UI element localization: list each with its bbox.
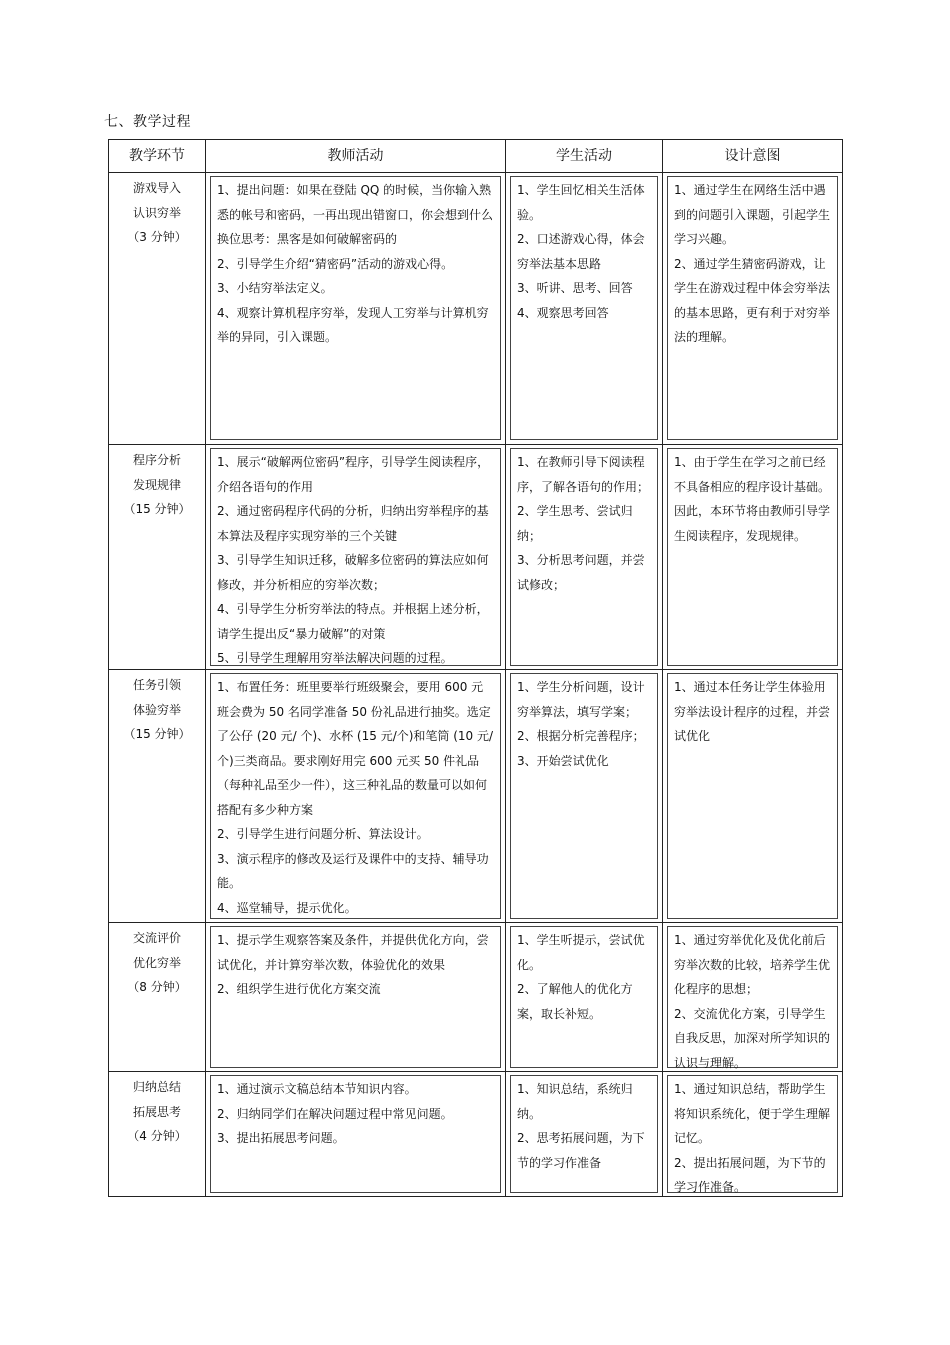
stage-cell: 游戏导入 认识穷举 （3 分钟）	[109, 173, 206, 445]
student-activity-cell: 1、学生分析问题，设计穷举算法，填写学案； 2、根据分析完善程序； 3、开始尝试优化	[506, 670, 663, 923]
teaching-process-table	[108, 139, 843, 1197]
teacher-activity-cell: 1、展示“破解两位密码”程序，引导学生阅读程序，介绍各语句的作用 2、通过密码程序代码的分析，归纳出穷举程序的基本算法及程序实现穷举的三个关键 3、引导学生知识迁移，破解多位密码的算法应如何修改，并分析相应的穷举次数； 4、引导学生分析穷举法的特点。并根据上述分析，请学生提出反“暴力破解”的对策 5、引导学生理解用穷举法解决问题的过程。	[206, 445, 506, 670]
stage-cell: 交流评价 优化穷举 （8 分钟）	[109, 923, 206, 1072]
design-intent-cell: 1、通过知识总结，帮助学生将知识系统化，便于学生理解记忆。 2、提出拓展问题，为下节的学习作准备。	[663, 1072, 843, 1197]
table-row	[109, 923, 843, 1072]
teacher-activity-cell: 1、提出问题：如果在登陆 QQ 的时候，当你输入熟悉的帐号和密码，一再出现出错窗口，你会想到什么 换位思考：黑客是如何破解密码的 2、引导学生介绍“猜密码”活动的游戏心得。 3、小结穷举法定义。 4、观察计算机程序穷举，发现人工穷举与计算机穷举的异同，引入课题。	[206, 173, 506, 445]
teacher-activity-cell: 1、提示学生观察答案及条件，并提供优化方向，尝试优化，并计算穷举次数，体验优化的效果 2、组织学生进行优化方案交流	[206, 923, 506, 1072]
student-activity-cell: 1、知识总结，系统归纳。 2、思考拓展问题，为下节的学习作准备	[506, 1072, 663, 1197]
design-intent-cell: 1、由于学生在学习之前已经不具备相应的程序设计基础。因此，本环节将由教师引导学生阅读程序，发现规律。	[663, 445, 843, 670]
header-student-activity: 学生活动	[506, 140, 663, 173]
table-header-row	[109, 140, 843, 173]
table-row	[109, 173, 843, 445]
student-activity-cell: 1、学生回忆相关生活体验。 2、口述游戏心得，体会穷举法基本思路 3、听讲、思考、回答 4、观察思考回答	[506, 173, 663, 445]
stage-cell: 任务引领 体验穷举 （15 分钟）	[109, 670, 206, 923]
table-row	[109, 445, 843, 670]
stage-cell: 程序分析 发现规律 （15 分钟）	[109, 445, 206, 670]
table-row	[109, 1072, 843, 1197]
design-intent-cell: 1、通过穷举优化及优化前后穷举次数的比较，培养学生优化程序的思想； 2、交流优化方案，引导学生自我反思，加深对所学知识的认识与理解。	[663, 923, 843, 1072]
student-activity-cell: 1、学生听提示，尝试优化。 2、了解他人的优化方案，取长补短。	[506, 923, 663, 1072]
teacher-activity-cell: 1、通过演示文稿总结本节知识内容。 2、归纳同学们在解决问题过程中常见问题。 3、提出拓展思考问题。	[206, 1072, 506, 1197]
stage-cell: 归纳总结 拓展思考 （4 分钟）	[109, 1072, 206, 1197]
header-teacher-activity: 教师活动	[206, 140, 506, 173]
table-row	[109, 670, 843, 923]
header-design-intent: 设计意图	[663, 140, 843, 173]
section-title: 七、教学过程	[104, 114, 191, 130]
design-intent-cell: 1、通过本任务让学生体验用穷举法设计程序的过程，并尝试优化	[663, 670, 843, 923]
teacher-activity-cell: 1、布置任务：班里要举行班级聚会，要用 600 元班会费为 50 名同学准备 50 份礼品进行抽奖。选定了公仔 (20 元/ 个)、水杯 (15 元/个)和笔筒 (10 元/个)三类商品。要求刚好用完 600 元买 50 件礼品（每种礼品至少一件），这三种礼品的数量可以如何搭配有多少种方案 2、引导学生进行问题分析、算法设计。 3、演示程序的修改及运行及课件中的支持、辅导功能。 4、巡堂辅导，提示优化。	[206, 670, 506, 923]
student-activity-cell: 1、在教师引导下阅读程序，了解各语句的作用； 2、学生思考、尝试归纳； 3、分析思考问题，并尝试修改；	[506, 445, 663, 670]
design-intent-cell: 1、通过学生在网络生活中遇到的问题引入课题，引起学生学习兴趣。 2、通过学生猜密码游戏，让学生在游戏过程中体会穷举法的基本思路，更有利于对穷举法的理解。	[663, 173, 843, 445]
header-stage: 教学环节	[109, 140, 206, 173]
